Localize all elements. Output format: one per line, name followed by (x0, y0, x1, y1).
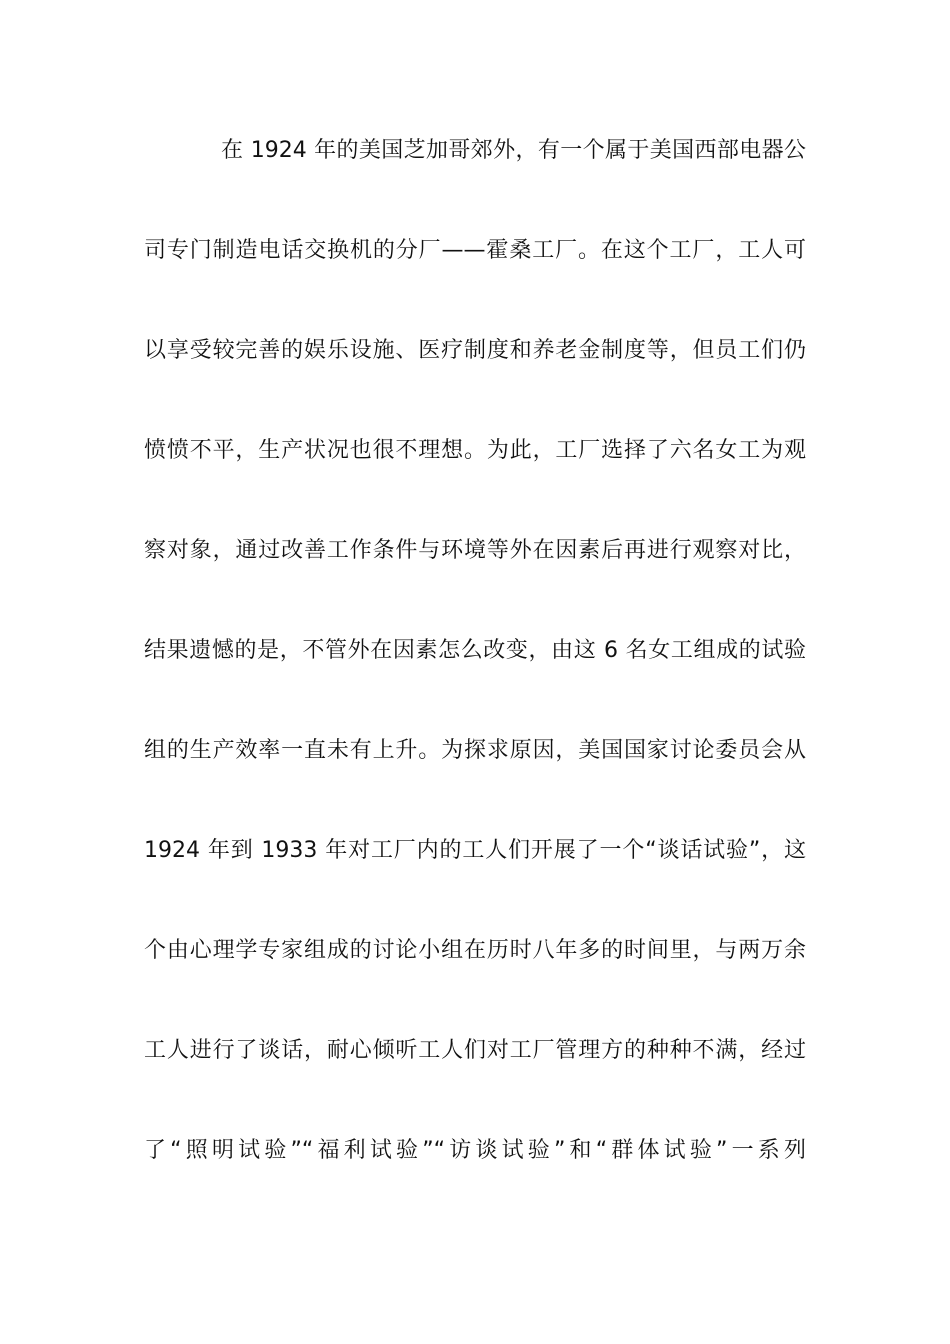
paragraph-line-4: 愤愤不平，生产状况也很不理想。为此，工厂选择了六名女工为观 (144, 438, 806, 463)
paragraph-line-11: 了“照明试验”“福利试验”“访谈试验”和“群体试验”一系列 (144, 1138, 806, 1163)
paragraph-line-1: 在 1924 年的美国芝加哥郊外，有一个属于美国西部电器公 (221, 138, 806, 163)
paragraph-line-7: 组的生产效率一直未有上升。为探求原因，美国国家讨论委员会从 (144, 738, 806, 763)
paragraph-line-3: 以享受较完善的娱乐设施、医疗制度和养老金制度等，但员工们仍 (144, 338, 806, 363)
paragraph-line-5: 察对象，通过改善工作条件与环境等外在因素后再进行观察对比， (144, 538, 806, 563)
paragraph-line-9: 个由心理学专家组成的讨论小组在历时八年多的时间里，与两万余 (144, 938, 806, 963)
paragraph-line-6: 结果遗憾的是，不管外在因素怎么改变，由这 6 名女工组成的试验 (144, 638, 806, 663)
paragraph-line-10: 工人进行了谈话，耐心倾听工人们对工厂管理方的种种不满，经过 (144, 1038, 806, 1063)
paragraph-line-8: 1924 年到 1933 年对工厂内的工人们开展了一个“谈话试验”，这 (144, 838, 806, 863)
paragraph-line-2: 司专门制造电话交换机的分厂——霍桑工厂。在这个工厂，工人可 (144, 238, 806, 263)
